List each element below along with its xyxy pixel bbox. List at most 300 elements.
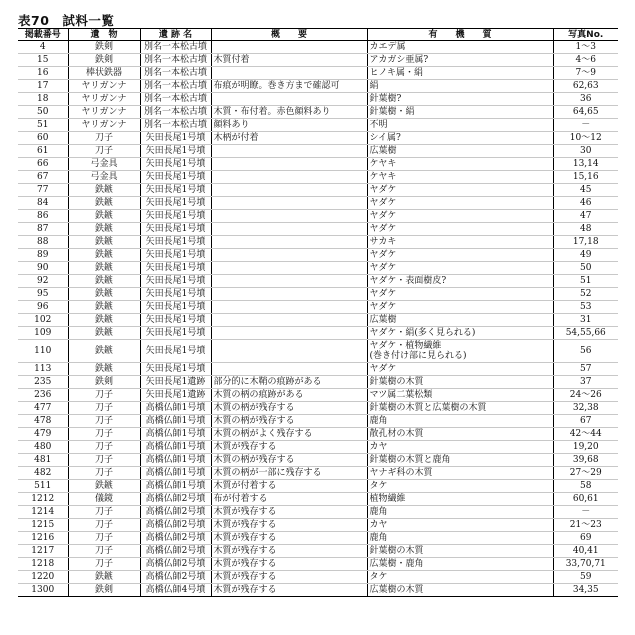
cell-number: 109 bbox=[18, 327, 68, 340]
cell-organic-material bbox=[367, 532, 553, 545]
table-row bbox=[18, 145, 618, 158]
cell-summary: 木質の柄が残存する bbox=[211, 454, 367, 467]
table-row bbox=[18, 132, 618, 145]
table-row bbox=[18, 467, 618, 480]
cell-number: 18 bbox=[18, 93, 68, 106]
cell-artifact: 刀子 bbox=[68, 145, 140, 158]
cell-summary: 木質が残存する bbox=[211, 506, 367, 519]
cell-summary bbox=[211, 288, 367, 301]
organic-material-line: タケ bbox=[369, 481, 388, 491]
table-row bbox=[18, 197, 618, 210]
organic-material-line: ヤダケ bbox=[369, 263, 397, 273]
cell-number: 84 bbox=[18, 197, 68, 210]
cell-artifact: 棒状鉄器 bbox=[68, 67, 140, 80]
table-row bbox=[18, 184, 618, 197]
table-row bbox=[18, 571, 618, 584]
cell-artifact: 鉄剣 bbox=[68, 584, 140, 597]
cell-artifact: 鉄鏃 bbox=[68, 288, 140, 301]
cell-summary bbox=[211, 171, 367, 184]
organic-material-line: ヤダケ・植物繊維 bbox=[369, 341, 442, 351]
cell-number: 1212 bbox=[18, 493, 68, 506]
cell-photo-number: 21～23 bbox=[553, 519, 618, 532]
table-row bbox=[18, 41, 618, 54]
cell-organic-material bbox=[367, 80, 553, 93]
cell-organic-material bbox=[367, 340, 553, 363]
cell-photo-number: 40,41 bbox=[553, 545, 618, 558]
cell-summary bbox=[211, 236, 367, 249]
cell-site-name: 矢田長尾1遺跡 bbox=[140, 389, 211, 402]
organic-material-line: タケ bbox=[369, 572, 388, 582]
cell-artifact: 鉄鏃 bbox=[68, 340, 140, 363]
cell-summary: 木質が残存する bbox=[211, 519, 367, 532]
cell-organic-material bbox=[367, 314, 553, 327]
table-row bbox=[18, 249, 618, 262]
cell-photo-number: 50 bbox=[553, 262, 618, 275]
cell-organic-material bbox=[367, 415, 553, 428]
cell-summary bbox=[211, 363, 367, 376]
cell-artifact: 鉄鏃 bbox=[68, 184, 140, 197]
cell-number: 1300 bbox=[18, 584, 68, 597]
table-title: 表70 試料一覧 bbox=[18, 13, 115, 28]
organic-material-line: ヤダケ bbox=[369, 185, 397, 195]
organic-material-line: ヤダケ・絹(多く見られる) bbox=[369, 328, 476, 338]
cell-site-name: 矢田長尾1号墳 bbox=[140, 236, 211, 249]
cell-photo-number: 51 bbox=[553, 275, 618, 288]
cell-number: 482 bbox=[18, 467, 68, 480]
table-row bbox=[18, 223, 618, 236]
organic-material-line: ヤダケ bbox=[369, 224, 397, 234]
header-row bbox=[18, 29, 618, 41]
table-row bbox=[18, 506, 618, 519]
cell-site-name: 矢田長尾1遺跡 bbox=[140, 376, 211, 389]
cell-photo-number: － bbox=[553, 506, 618, 519]
cell-organic-material bbox=[367, 119, 553, 132]
cell-organic-material bbox=[367, 288, 553, 301]
cell-photo-number: 67 bbox=[553, 415, 618, 428]
table-row bbox=[18, 80, 618, 93]
cell-artifact: 刀子 bbox=[68, 415, 140, 428]
cell-artifact: 弓金具 bbox=[68, 171, 140, 184]
cell-organic-material bbox=[367, 389, 553, 402]
cell-summary: 木質が残存する bbox=[211, 571, 367, 584]
cell-photo-number: 24～26 bbox=[553, 389, 618, 402]
cell-summary bbox=[211, 93, 367, 106]
cell-photo-number: 49 bbox=[553, 249, 618, 262]
organic-material-line: カエデ属 bbox=[369, 42, 406, 52]
table-row bbox=[18, 171, 618, 184]
table-row bbox=[18, 519, 618, 532]
table-row bbox=[18, 376, 618, 389]
cell-site-name: 矢田長尾1号墳 bbox=[140, 262, 211, 275]
cell-site-name: 高橋仏師2号墳 bbox=[140, 545, 211, 558]
table-row bbox=[18, 236, 618, 249]
cell-site-name: 高橋仏師4号墳 bbox=[140, 584, 211, 597]
cell-photo-number: 34,35 bbox=[553, 584, 618, 597]
cell-site-name: 高橋仏師2号墳 bbox=[140, 493, 211, 506]
cell-summary: 木質の柄がよく残存する bbox=[211, 428, 367, 441]
table-row bbox=[18, 532, 618, 545]
cell-site-name: 矢田長尾1号墳 bbox=[140, 197, 211, 210]
cell-photo-number: 57 bbox=[553, 363, 618, 376]
organic-material-line: アカガシ亜属? bbox=[369, 55, 429, 65]
cell-organic-material bbox=[367, 262, 553, 275]
cell-summary bbox=[211, 223, 367, 236]
cell-number: 1214 bbox=[18, 506, 68, 519]
cell-summary: 顔料あり bbox=[211, 119, 367, 132]
table-row bbox=[18, 340, 618, 363]
cell-artifact: 鉄剣 bbox=[68, 41, 140, 54]
table-row bbox=[18, 314, 618, 327]
cell-artifact: 鉄鏃 bbox=[68, 223, 140, 236]
cell-artifact: 刀子 bbox=[68, 519, 140, 532]
cell-photo-number: 69 bbox=[553, 532, 618, 545]
organic-material-line: 植物繊維 bbox=[369, 494, 406, 504]
cell-site-name: 高橋仏師1号墳 bbox=[140, 454, 211, 467]
cell-summary bbox=[211, 275, 367, 288]
cell-photo-number: 33,70,71 bbox=[553, 558, 618, 571]
cell-summary bbox=[211, 197, 367, 210]
cell-number: 92 bbox=[18, 275, 68, 288]
cell-number: 88 bbox=[18, 236, 68, 249]
organic-material-line: (巻き付け部に見られる) bbox=[369, 351, 467, 361]
cell-organic-material bbox=[367, 132, 553, 145]
cell-number: 60 bbox=[18, 132, 68, 145]
cell-summary bbox=[211, 41, 367, 54]
organic-material-line: 広葉樹の木質 bbox=[369, 585, 424, 595]
cell-number: 17 bbox=[18, 80, 68, 93]
cell-organic-material bbox=[367, 467, 553, 480]
cell-number: 1218 bbox=[18, 558, 68, 571]
cell-organic-material bbox=[367, 67, 553, 80]
cell-site-name: 高橋仏師2号墳 bbox=[140, 558, 211, 571]
organic-material-line: ヤダケ bbox=[369, 198, 397, 208]
cell-number: 102 bbox=[18, 314, 68, 327]
organic-material-line: 広葉樹・鹿角 bbox=[369, 559, 424, 569]
cell-organic-material bbox=[367, 493, 553, 506]
cell-summary: 木質の柄が残存する bbox=[211, 415, 367, 428]
cell-organic-material bbox=[367, 223, 553, 236]
cell-summary bbox=[211, 184, 367, 197]
cell-site-name: 矢田長尾1号墳 bbox=[140, 249, 211, 262]
organic-material-line: サカキ bbox=[369, 237, 397, 247]
cell-artifact: 鉄鏃 bbox=[68, 571, 140, 584]
table-row bbox=[18, 54, 618, 67]
cell-site-name: 矢田長尾1号墳 bbox=[140, 145, 211, 158]
cell-artifact: 刀子 bbox=[68, 389, 140, 402]
header-site-name: 遺 跡 名 bbox=[140, 29, 211, 41]
table-row bbox=[18, 493, 618, 506]
cell-site-name: 矢田長尾1号墳 bbox=[140, 158, 211, 171]
cell-site-name: 矢田長尾1号墳 bbox=[140, 171, 211, 184]
cell-organic-material bbox=[367, 363, 553, 376]
table-row bbox=[18, 119, 618, 132]
cell-photo-number: 4～6 bbox=[553, 54, 618, 67]
cell-artifact: 刀子 bbox=[68, 454, 140, 467]
cell-site-name: 矢田長尾1号墳 bbox=[140, 363, 211, 376]
cell-photo-number: 54,55,66 bbox=[553, 327, 618, 340]
header-organic-material: 有 機 質 bbox=[367, 29, 553, 41]
cell-artifact: 鉄鏃 bbox=[68, 480, 140, 493]
cell-summary: 布痕が明瞭。巻き方まで確認可 bbox=[211, 80, 367, 93]
cell-organic-material bbox=[367, 519, 553, 532]
cell-site-name: 別名一本松古墳 bbox=[140, 93, 211, 106]
organic-material-line: 針葉樹の木質と広葉樹の木質 bbox=[369, 403, 487, 413]
cell-number: 96 bbox=[18, 301, 68, 314]
table-row bbox=[18, 454, 618, 467]
cell-organic-material bbox=[367, 171, 553, 184]
cell-number: 50 bbox=[18, 106, 68, 119]
cell-photo-number: 45 bbox=[553, 184, 618, 197]
cell-organic-material bbox=[367, 441, 553, 454]
cell-summary bbox=[211, 249, 367, 262]
organic-material-line: ヤナギ科の木質 bbox=[369, 468, 433, 478]
cell-summary bbox=[211, 158, 367, 171]
table-row bbox=[18, 389, 618, 402]
cell-photo-number: 52 bbox=[553, 288, 618, 301]
cell-artifact: 刀子 bbox=[68, 506, 140, 519]
cell-number: 89 bbox=[18, 249, 68, 262]
cell-organic-material bbox=[367, 249, 553, 262]
cell-photo-number: 58 bbox=[553, 480, 618, 493]
cell-organic-material bbox=[367, 275, 553, 288]
cell-site-name: 矢田長尾1号墳 bbox=[140, 314, 211, 327]
cell-photo-number: 15,16 bbox=[553, 171, 618, 184]
cell-site-name: 別名一本松古墳 bbox=[140, 80, 211, 93]
table-row bbox=[18, 158, 618, 171]
cell-photo-number: 7～9 bbox=[553, 67, 618, 80]
cell-number: 61 bbox=[18, 145, 68, 158]
organic-material-line: 絹 bbox=[369, 81, 379, 91]
table-row bbox=[18, 480, 618, 493]
cell-site-name: 矢田長尾1号墳 bbox=[140, 340, 211, 363]
organic-material-line: カヤ bbox=[369, 520, 388, 530]
cell-photo-number: 59 bbox=[553, 571, 618, 584]
header-artifact: 遺 物 bbox=[68, 29, 140, 41]
cell-organic-material bbox=[367, 480, 553, 493]
cell-site-name: 別名一本松古墳 bbox=[140, 67, 211, 80]
organic-material-line: ヤダケ bbox=[369, 289, 397, 299]
organic-material-line: マツ属二葉松類 bbox=[369, 390, 433, 400]
table-row bbox=[18, 93, 618, 106]
organic-material-line: 針葉樹? bbox=[369, 94, 402, 104]
cell-site-name: 高橋仏師1号墳 bbox=[140, 441, 211, 454]
cell-organic-material bbox=[367, 376, 553, 389]
cell-site-name: 矢田長尾1号墳 bbox=[140, 210, 211, 223]
cell-number: 236 bbox=[18, 389, 68, 402]
cell-summary: 木質が残存する bbox=[211, 545, 367, 558]
cell-number: 95 bbox=[18, 288, 68, 301]
cell-artifact: 鉄鏃 bbox=[68, 197, 140, 210]
cell-site-name: 矢田長尾1号墳 bbox=[140, 275, 211, 288]
cell-summary: 木質が残存する bbox=[211, 558, 367, 571]
table-row bbox=[18, 210, 618, 223]
cell-photo-number: 46 bbox=[553, 197, 618, 210]
table-row bbox=[18, 327, 618, 340]
cell-summary bbox=[211, 210, 367, 223]
organic-material-line: ヤダケ・表面樹皮? bbox=[369, 276, 447, 286]
cell-site-name: 高橋仏師2号墳 bbox=[140, 532, 211, 545]
cell-organic-material bbox=[367, 571, 553, 584]
cell-organic-material bbox=[367, 327, 553, 340]
cell-summary: 木質が付着する bbox=[211, 480, 367, 493]
cell-photo-number: 27～29 bbox=[553, 467, 618, 480]
cell-organic-material bbox=[367, 158, 553, 171]
cell-organic-material bbox=[367, 145, 553, 158]
organic-material-line: 鹿角 bbox=[369, 507, 388, 517]
cell-site-name: 高橋仏師1号墳 bbox=[140, 467, 211, 480]
cell-artifact: 鉄鏃 bbox=[68, 236, 140, 249]
cell-photo-number: 56 bbox=[553, 340, 618, 363]
cell-number: 15 bbox=[18, 54, 68, 67]
table-row bbox=[18, 415, 618, 428]
table-row bbox=[18, 106, 618, 119]
cell-summary bbox=[211, 327, 367, 340]
cell-number: 481 bbox=[18, 454, 68, 467]
cell-photo-number: － bbox=[553, 119, 618, 132]
cell-number: 1215 bbox=[18, 519, 68, 532]
cell-photo-number: 64,65 bbox=[553, 106, 618, 119]
header-photo-number: 写真No. bbox=[553, 29, 618, 41]
organic-material-line: ヒノキ属・絹 bbox=[369, 68, 424, 78]
cell-organic-material bbox=[367, 558, 553, 571]
cell-artifact: 刀子 bbox=[68, 428, 140, 441]
cell-photo-number: 60,61 bbox=[553, 493, 618, 506]
cell-summary bbox=[211, 67, 367, 80]
organic-material-line: 針葉樹の木質 bbox=[369, 377, 424, 387]
cell-organic-material bbox=[367, 236, 553, 249]
cell-number: 67 bbox=[18, 171, 68, 184]
table-body bbox=[18, 41, 618, 597]
cell-artifact: 鉄鏃 bbox=[68, 249, 140, 262]
organic-material-line: 鹿角 bbox=[369, 416, 388, 426]
cell-photo-number: 32,38 bbox=[553, 402, 618, 415]
cell-organic-material bbox=[367, 106, 553, 119]
cell-summary: 木質の柄が残存する bbox=[211, 402, 367, 415]
organic-material-line: ヤダケ bbox=[369, 250, 397, 260]
organic-material-line: ケヤキ bbox=[369, 159, 397, 169]
cell-artifact: 刀子 bbox=[68, 545, 140, 558]
cell-site-name: 別名一本松古墳 bbox=[140, 119, 211, 132]
organic-material-line: カヤ bbox=[369, 442, 388, 452]
table-row bbox=[18, 275, 618, 288]
cell-number: 4 bbox=[18, 41, 68, 54]
cell-site-name: 高橋仏師1号墳 bbox=[140, 402, 211, 415]
cell-summary: 木質の柄の痕跡がある bbox=[211, 389, 367, 402]
cell-artifact: 鉄鏃 bbox=[68, 275, 140, 288]
organic-material-line: ヤダケ bbox=[369, 302, 397, 312]
cell-number: 77 bbox=[18, 184, 68, 197]
cell-organic-material bbox=[367, 506, 553, 519]
cell-photo-number: 30 bbox=[553, 145, 618, 158]
cell-number: 66 bbox=[18, 158, 68, 171]
cell-organic-material bbox=[367, 428, 553, 441]
cell-summary: 木質が残存する bbox=[211, 532, 367, 545]
cell-photo-number: 42～44 bbox=[553, 428, 618, 441]
cell-organic-material bbox=[367, 402, 553, 415]
cell-site-name: 矢田長尾1号墳 bbox=[140, 301, 211, 314]
cell-photo-number: 47 bbox=[553, 210, 618, 223]
cell-number: 478 bbox=[18, 415, 68, 428]
cell-summary bbox=[211, 301, 367, 314]
cell-organic-material bbox=[367, 93, 553, 106]
organic-material-line: シイ属? bbox=[369, 133, 401, 143]
table-row bbox=[18, 301, 618, 314]
cell-site-name: 矢田長尾1号墳 bbox=[140, 184, 211, 197]
cell-organic-material bbox=[367, 545, 553, 558]
organic-material-line: 針葉樹の木質 bbox=[369, 546, 424, 556]
table-row bbox=[18, 262, 618, 275]
cell-summary bbox=[211, 145, 367, 158]
table-row bbox=[18, 584, 618, 597]
cell-photo-number: 62,63 bbox=[553, 80, 618, 93]
cell-site-name: 高橋仏師2号墳 bbox=[140, 519, 211, 532]
sample-list-table bbox=[18, 28, 618, 597]
organic-material-line: 散孔材の木質 bbox=[369, 429, 424, 439]
cell-summary: 木柄が付着 bbox=[211, 132, 367, 145]
cell-site-name: 高橋仏師1号墳 bbox=[140, 480, 211, 493]
organic-material-line: ケヤキ bbox=[369, 172, 397, 182]
cell-artifact: 弓金具 bbox=[68, 158, 140, 171]
cell-artifact: 鉄剣 bbox=[68, 376, 140, 389]
cell-artifact: 鉄鏃 bbox=[68, 301, 140, 314]
cell-artifact: 鉄鏃 bbox=[68, 262, 140, 275]
organic-material-line: 不明 bbox=[369, 120, 388, 130]
cell-site-name: 矢田長尾1号墳 bbox=[140, 288, 211, 301]
cell-photo-number: 37 bbox=[553, 376, 618, 389]
cell-summary bbox=[211, 314, 367, 327]
cell-artifact: ヤリガンナ bbox=[68, 80, 140, 93]
cell-photo-number: 36 bbox=[553, 93, 618, 106]
cell-summary bbox=[211, 340, 367, 363]
cell-organic-material bbox=[367, 584, 553, 597]
cell-site-name: 別名一本松古墳 bbox=[140, 41, 211, 54]
header-summary: 概 要 bbox=[211, 29, 367, 41]
organic-material-line: ヤダケ bbox=[369, 364, 397, 374]
cell-artifact: 鉄鏃 bbox=[68, 327, 140, 340]
cell-artifact: 刀子 bbox=[68, 467, 140, 480]
cell-number: 86 bbox=[18, 210, 68, 223]
cell-photo-number: 48 bbox=[553, 223, 618, 236]
header-number: 掲載番号 bbox=[18, 29, 68, 41]
cell-number: 479 bbox=[18, 428, 68, 441]
table-row bbox=[18, 545, 618, 558]
cell-site-name: 高橋仏師2号墳 bbox=[140, 571, 211, 584]
cell-artifact: 刀子 bbox=[68, 441, 140, 454]
cell-site-name: 高橋仏師2号墳 bbox=[140, 506, 211, 519]
cell-number: 477 bbox=[18, 402, 68, 415]
cell-site-name: 別名一本松古墳 bbox=[140, 54, 211, 67]
cell-number: 87 bbox=[18, 223, 68, 236]
cell-artifact: 刀子 bbox=[68, 132, 140, 145]
table-row bbox=[18, 428, 618, 441]
cell-number: 1217 bbox=[18, 545, 68, 558]
cell-organic-material bbox=[367, 210, 553, 223]
cell-site-name: 別名一本松古墳 bbox=[140, 106, 211, 119]
table-row bbox=[18, 288, 618, 301]
cell-site-name: 高橋仏師1号墳 bbox=[140, 428, 211, 441]
cell-organic-material bbox=[367, 197, 553, 210]
cell-summary: 木質付着 bbox=[211, 54, 367, 67]
cell-artifact: 儀鏡 bbox=[68, 493, 140, 506]
cell-site-name: 高橋仏師1号墳 bbox=[140, 415, 211, 428]
cell-artifact: 刀子 bbox=[68, 402, 140, 415]
cell-summary: 木質の柄が一部に残存する bbox=[211, 467, 367, 480]
cell-number: 235 bbox=[18, 376, 68, 389]
cell-artifact: ヤリガンナ bbox=[68, 93, 140, 106]
table-row bbox=[18, 441, 618, 454]
cell-photo-number: 39,68 bbox=[553, 454, 618, 467]
cell-artifact: 鉄鏃 bbox=[68, 314, 140, 327]
